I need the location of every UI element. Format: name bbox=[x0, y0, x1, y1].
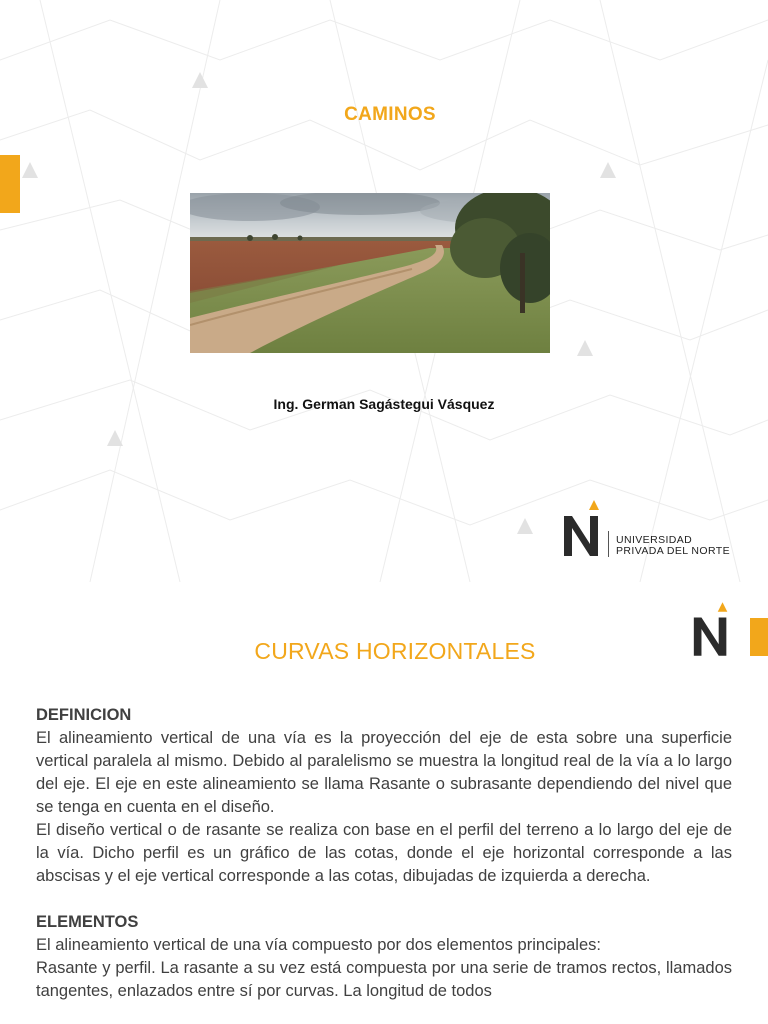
definition-heading: DEFINICION bbox=[36, 706, 132, 724]
author-name: Ing. German Sagástegui Vásquez bbox=[273, 396, 495, 412]
upn-n-logo-icon bbox=[560, 498, 606, 558]
elements-heading: ELEMENTOS bbox=[36, 913, 139, 931]
university-name bbox=[616, 535, 730, 557]
elements-paragraph-2: Rasante y perfil. La rasante a su vez está compuesta por una serie de tramos rectos, llamados tangentes, enlazados entre sí por curvas. La longitud de todos bbox=[36, 959, 732, 1000]
elements-paragraph-1: El alineamiento vertical de una vía compuesto por dos elementos principales: bbox=[36, 936, 601, 954]
definition-paragraph-2: El diseño vertical o de rasante se realiza con base en el perfil del terreno a lo largo del eje de la vía. Dicho perfil es un gráfico de las cotas, donde el eje horizontal corresponde a las abscisas y el eje vertical corresponde a las cotas, dibujadas de izquierda a derecha. bbox=[36, 821, 732, 885]
content-slide bbox=[0, 582, 768, 1024]
dirt-road-photo bbox=[190, 193, 550, 353]
definition-paragraph-1: El alineamiento vertical de una vía es la proyección del eje de esta sobre una superficie vertical paralela al mismo. Debido al paralelismo se muestra la longitud real de la vía a lo largo del eje. El eje en este alineamiento se llama Rasante o subrasante dependiendo del nivel que se tenga en cuenta en el diseño. bbox=[36, 729, 732, 816]
spacer bbox=[36, 888, 732, 911]
university-line-2: PRIVADA DEL NORTE bbox=[616, 545, 730, 557]
left-accent-bar bbox=[0, 155, 20, 213]
slide-body bbox=[36, 704, 732, 1003]
slide-title: CAMINOS bbox=[344, 104, 436, 125]
section-title: CURVAS HORIZONTALES bbox=[254, 638, 536, 664]
logo-separator bbox=[608, 531, 609, 557]
university-line-1: UNIVERSIDAD bbox=[616, 534, 693, 546]
